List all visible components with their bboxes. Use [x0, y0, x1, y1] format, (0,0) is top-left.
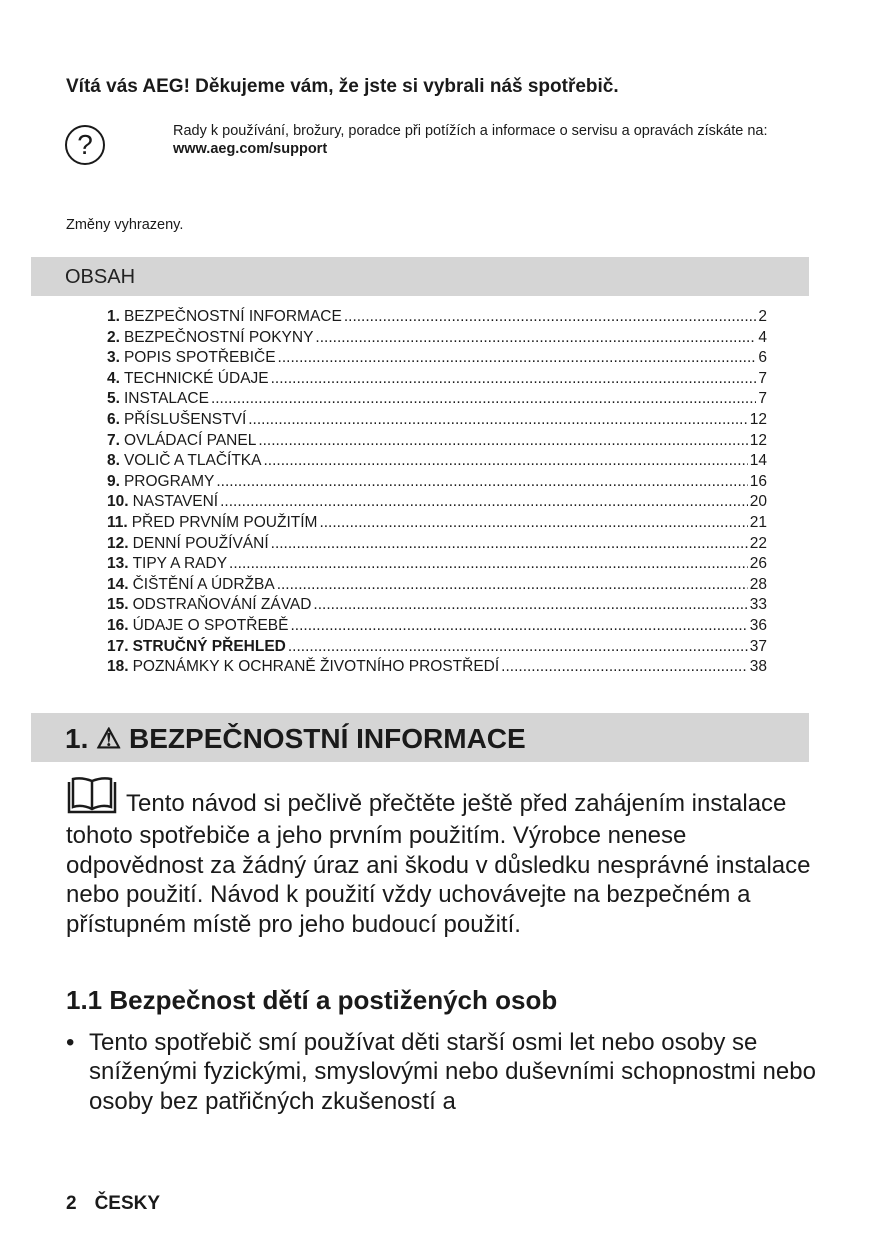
toc-entry-page: 6 — [758, 349, 767, 367]
toc-entry[interactable] — [107, 431, 767, 452]
toc-entry-page: 38 — [749, 658, 767, 676]
section-header-band — [31, 713, 809, 762]
toc-entry-label: ODSTRAŇOVÁNÍ ZÁVAD — [132, 596, 312, 614]
toc-entry-label: ČIŠTĚNÍ A ÚDRŽBA — [132, 575, 275, 593]
help-info — [173, 122, 813, 158]
manual-book-icon — [66, 776, 118, 821]
toc-dot-leader — [248, 410, 748, 431]
table-of-contents — [107, 307, 767, 678]
toc-entry-number: 2. — [107, 328, 120, 346]
toc-entry-number: 8. — [107, 452, 120, 470]
toc-title: OBSAH — [65, 266, 136, 288]
toc-entry[interactable] — [107, 369, 767, 390]
toc-entry-number: 5. — [107, 390, 120, 408]
toc-entry-number: 17. — [107, 637, 129, 655]
toc-entry-page: 21 — [749, 513, 767, 531]
toc-entry-label: PŘÍSLUŠENSTVÍ — [123, 410, 247, 428]
toc-entry[interactable] — [107, 472, 767, 493]
toc-entry-number: 15. — [107, 596, 129, 614]
toc-entry-label: OVLÁDACÍ PANEL — [123, 431, 257, 449]
toc-dot-leader — [315, 328, 756, 349]
toc-entry-label: STRUČNÝ PŘEHLED — [132, 637, 286, 655]
support-link[interactable]: www.aeg.com/support — [173, 141, 328, 157]
toc-entry-page: 12 — [749, 410, 767, 428]
toc-entry-number: 6. — [107, 410, 120, 428]
toc-dot-leader — [211, 389, 756, 410]
page-footer — [66, 1193, 160, 1215]
toc-entry[interactable] — [107, 348, 767, 369]
intro-text: Tento návod si pečlivě přečtěte ještě před zahájením instalace tohoto spotřebiče a jeho prvním použitím. Výrobce nenese odpovědnost za žádný úraz ani škodu v důsledku nesprávné instalace nebo použití. Návod k použití vždy uchovávejte na bezpečném a přístupném místě pro jeho budoucí použití. — [66, 790, 811, 938]
toc-entry[interactable] — [107, 492, 767, 513]
toc-entry-label: PŘED PRVNÍM POUŽITÍM — [131, 513, 318, 531]
toc-entry-page: 12 — [749, 431, 767, 449]
toc-entry-number: 3. — [107, 349, 120, 367]
toc-entry-number: 10. — [107, 493, 129, 511]
toc-entry-number: 11. — [107, 513, 128, 531]
toc-dot-leader — [501, 657, 748, 678]
subsection-title: 1.1 Bezpečnost dětí a postižených osob — [66, 985, 558, 1015]
toc-header-band — [31, 257, 809, 296]
toc-entry[interactable] — [107, 410, 767, 431]
toc-entry-number: 9. — [107, 472, 120, 490]
toc-dot-leader — [216, 472, 747, 493]
toc-entry-number: 7. — [107, 431, 120, 449]
toc-entry[interactable] — [107, 657, 767, 678]
toc-entry-number: 13. — [107, 555, 129, 573]
toc-entry-label: TIPY A RADY — [132, 555, 228, 573]
bullet-marker: • — [66, 1029, 75, 1056]
toc-entry-number: 1. — [107, 308, 120, 325]
toc-dot-leader — [277, 575, 748, 596]
toc-dot-leader — [313, 595, 747, 616]
welcome-heading: Vítá vás AEG! Děkujeme vám, že jste si vybrali náš spotřebič. — [66, 76, 619, 97]
toc-dot-leader — [229, 554, 748, 575]
toc-entry-page: 33 — [749, 596, 767, 614]
toc-entry-label: VOLIČ A TLAČÍTKA — [123, 452, 262, 470]
toc-dot-leader — [319, 513, 747, 534]
toc-entry-page: 7 — [758, 369, 767, 387]
toc-dot-leader — [258, 431, 747, 452]
toc-dot-leader — [271, 369, 757, 390]
toc-entry-page: 20 — [749, 493, 767, 511]
toc-entry-label: INSTALACE — [123, 390, 209, 408]
toc-entry[interactable] — [107, 513, 767, 534]
toc-entry-number: 14. — [107, 575, 129, 593]
section-title: 1. ⚠ BEZPEČNOSTNÍ INFORMACE — [65, 723, 526, 754]
toc-entry[interactable] — [107, 637, 767, 658]
toc-entry-label: NASTAVENÍ — [132, 493, 219, 511]
toc-entry-page: 22 — [749, 534, 767, 552]
toc-entry[interactable] — [107, 534, 767, 555]
toc-entry-label: TECHNICKÉ ÚDAJE — [123, 369, 269, 387]
toc-entry-label: POPIS SPOTŘEBIČE — [123, 349, 276, 367]
toc-entry-page: 2 — [758, 308, 767, 325]
toc-entry-page: 26 — [749, 555, 767, 573]
toc-entry[interactable] — [107, 328, 767, 349]
toc-entry-number: 18. — [107, 658, 129, 676]
toc-dot-leader — [271, 534, 748, 555]
toc-entry-number: 4. — [107, 369, 120, 387]
toc-dot-leader — [220, 492, 748, 513]
toc-entry-page: 37 — [749, 637, 767, 655]
toc-dot-leader — [344, 307, 757, 328]
toc-entry-label: ÚDAJE O SPOTŘEBĚ — [132, 616, 289, 634]
toc-dot-leader — [264, 451, 748, 472]
toc-dot-leader — [278, 348, 757, 369]
toc-dot-leader — [288, 637, 748, 658]
toc-entry[interactable] — [107, 451, 767, 472]
toc-entry-label: PROGRAMY — [123, 472, 215, 490]
help-text: Rady k používání, brožury, poradce při potížích a informace o servisu a opravách získáte na: — [173, 123, 768, 139]
toc-entry-label: BEZPEČNOSTNÍ POKYNY — [123, 328, 314, 346]
toc-entry-page: 7 — [758, 390, 767, 408]
toc-entry-page: 28 — [749, 575, 767, 593]
toc-entry[interactable] — [107, 307, 767, 328]
toc-entry[interactable] — [107, 389, 767, 410]
bullet-text: Tento spotřebič smí používat děti starší osmi let nebo osoby se sníženými fyzickými, smyslovými nebo duševními schopnostmi nebo osoby bez patřičných zkušeností a — [89, 1029, 816, 1115]
toc-entry-number: 16. — [107, 616, 129, 634]
page-number: 2 — [66, 1193, 77, 1214]
changes-reserved-note: Změny vyhrazeny. — [66, 217, 184, 233]
toc-entry-page: 4 — [758, 328, 767, 346]
toc-entry[interactable] — [107, 595, 767, 616]
toc-entry[interactable] — [107, 616, 767, 637]
toc-entry-page: 16 — [749, 472, 767, 490]
language-label: ČESKY — [94, 1193, 161, 1214]
toc-entry[interactable] — [107, 554, 767, 575]
toc-entry-page: 36 — [749, 616, 767, 634]
toc-entry-number: 12. — [107, 534, 129, 552]
toc-entry-label: POZNÁMKY K OCHRANĚ ŽIVOTNÍHO PROSTŘEDÍ — [132, 658, 500, 676]
toc-dot-leader — [290, 616, 747, 637]
toc-entry-page: 14 — [749, 452, 767, 470]
toc-entry-label: BEZPEČNOSTNÍ INFORMACE — [123, 308, 342, 325]
intro-paragraph — [66, 776, 826, 939]
toc-entry-label: DENNÍ POUŽÍVÁNÍ — [132, 534, 269, 552]
toc-entry[interactable] — [107, 575, 767, 596]
question-mark-circle-icon: ? — [65, 125, 105, 165]
